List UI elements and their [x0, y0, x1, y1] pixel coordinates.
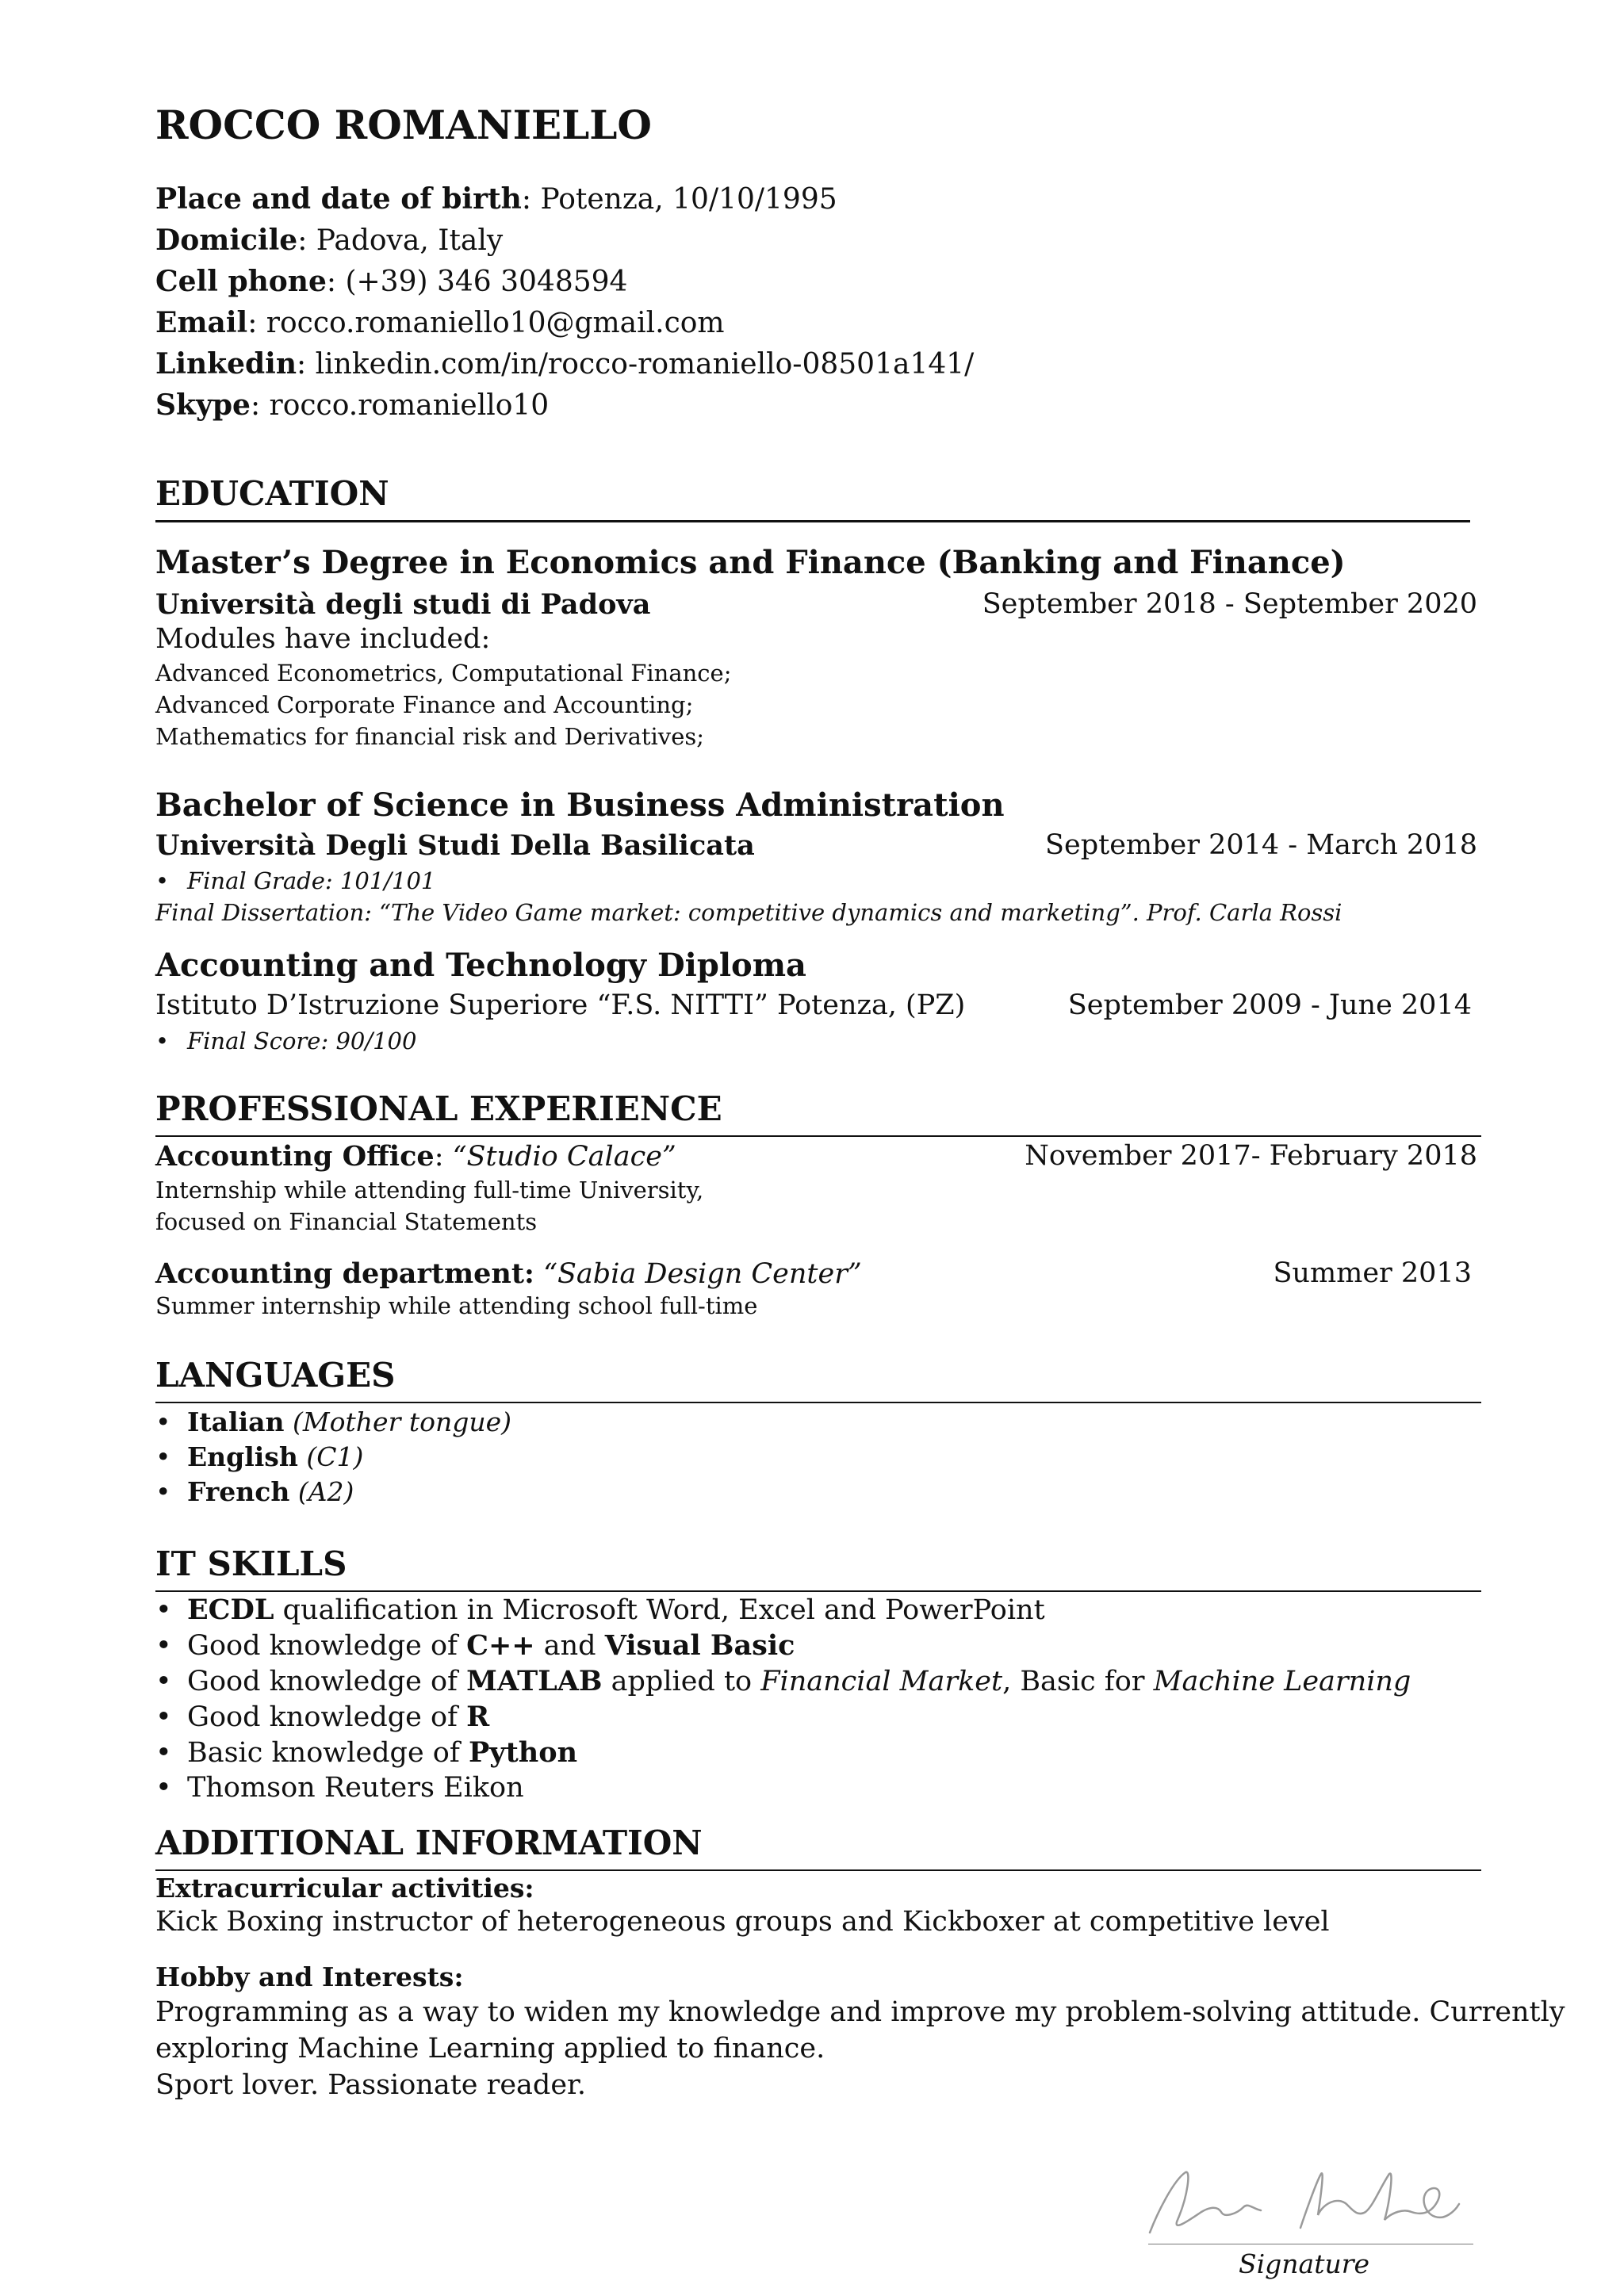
skill-text: qualification in Microsoft Word, Excel and PowerPoint: [274, 1594, 1045, 1626]
hobby-text: Programming as a way to widen my knowledge and improve my problem-solving attitude. Currently: [155, 1996, 1565, 2028]
masters-dates: September 2018 - September 2020: [982, 588, 1477, 620]
info-label: Linkedin: [155, 347, 297, 381]
additional-divider: [155, 1869, 1481, 1871]
education-divider: [155, 520, 1470, 522]
info-email: Email: rocco.romaniello10@gmail.com: [155, 306, 725, 339]
languages-heading: LANGUAGES: [155, 1356, 396, 1395]
bullet: •: [155, 1441, 171, 1472]
language-item: • Italian (Mother tongue): [155, 1406, 512, 1437]
skill-text: Thomson Reuters Eikon: [187, 1772, 524, 1804]
email-link[interactable]: rocco.romaniello10@gmail.com: [266, 307, 725, 339]
bachelor-school: Università Degli Studi Della Basilicata: [155, 829, 755, 862]
info-label: Cell phone: [155, 265, 327, 298]
skill-item: [155, 1772, 524, 1804]
linkedin-link[interactable]: linkedin.com/in/rocco-romaniello-08501a141/: [315, 348, 975, 381]
skill-text: Python: [468, 1736, 578, 1769]
it-skills-heading: IT SKILLS: [155, 1544, 347, 1583]
bullet: •: [155, 1737, 172, 1769]
info-value: Potenza, 10/10/1995: [540, 183, 837, 216]
skill-item: [155, 1594, 1045, 1626]
experience-heading: PROFESSIONAL EXPERIENCE: [155, 1089, 722, 1128]
person-name: ROCCO ROMANIELLO: [155, 101, 652, 148]
info-domicile: Domicile: Padova, Italy: [155, 224, 504, 257]
skill-text: MATLAB: [466, 1665, 603, 1697]
bachelor-grade: • Final Grade: 101/101: [155, 867, 436, 894]
masters-module-item: Mathematics for financial risk and Derivatives;: [155, 723, 705, 750]
signature-label: Signature: [1239, 2248, 1370, 2279]
job-dates: Summer 2013: [1273, 1257, 1472, 1289]
hobby-text: exploring Machine Learning applied to finance.: [155, 2033, 825, 2064]
skill-text: Machine Learning: [1153, 1666, 1411, 1697]
language-item: • English (C1): [155, 1441, 364, 1472]
info-label: Skype: [155, 388, 251, 422]
bachelor-dates: September 2014 - March 2018: [1045, 829, 1477, 861]
hobby-label: Hobby and Interests:: [155, 1961, 464, 1992]
info-skype: Skype: rocco.romaniello10: [155, 388, 550, 422]
job-header: [155, 1257, 862, 1290]
job-dates: November 2017- February 2018: [1025, 1140, 1477, 1172]
experience-divider: [155, 1135, 1481, 1137]
skill-text: ECDL: [187, 1594, 274, 1626]
skill-item: [155, 1629, 795, 1662]
hobby-text: Sport lover. Passionate reader.: [155, 2069, 587, 2101]
bachelor-dissertation: Final Dissertation: “The Video Game market: competitive dynamics and marketing”. Prof. Carla Rossi: [155, 899, 1342, 926]
education-heading: EDUCATION: [155, 474, 389, 513]
skill-item: [155, 1736, 577, 1769]
skill-text: and: [534, 1630, 605, 1662]
diploma-dates: September 2009 - June 2014: [1067, 989, 1472, 1021]
skill-text: C++: [466, 1629, 535, 1662]
diploma-school: Istituto D’Istruzione Superiore “F.S. NITTI” Potenza, (PZ): [155, 989, 966, 1021]
bullet: •: [155, 1476, 171, 1507]
info-value: rocco.romaniello10: [269, 389, 550, 422]
job-employer: “Sabia Design Center”: [543, 1258, 862, 1290]
grade-label: Final Grade: [187, 867, 325, 894]
job-role: Accounting Office: [155, 1140, 435, 1173]
languages-divider: [155, 1402, 1481, 1403]
masters-title: Master’s Degree in Economics and Finance (Banking and Finance): [155, 544, 1346, 581]
signature-scribble: [1142, 2156, 1475, 2244]
bullet: •: [155, 1772, 172, 1804]
extracurricular-label: Extracurricular activities:: [155, 1873, 534, 1904]
bullet: •: [155, 1406, 171, 1437]
info-label: Domicile: [155, 224, 298, 257]
info-birth: Place and date of birth: Potenza, 10/10/1995: [155, 182, 837, 216]
masters-module-item: Advanced Corporate Finance and Accounting;: [155, 691, 694, 718]
job-description: Summer internship while attending school full-time: [155, 1292, 758, 1319]
bullet: •: [155, 1630, 172, 1662]
info-label: Place and date of birth: [155, 182, 522, 216]
skill-text: Financial Market: [760, 1666, 1003, 1697]
bullet: •: [155, 1666, 172, 1697]
info-label: Email: [155, 306, 248, 339]
masters-modules-intro: Modules have included:: [155, 623, 491, 655]
skill-text: Good knowledge of: [187, 1666, 467, 1697]
skill-item: [155, 1701, 489, 1733]
skill-text: , Basic for: [1002, 1666, 1154, 1697]
additional-heading: ADDITIONAL INFORMATION: [155, 1823, 703, 1862]
masters-school: Università degli studi di Padova: [155, 588, 651, 621]
bullet: •: [155, 1027, 170, 1054]
skill-text: Good knowledge of: [187, 1630, 467, 1662]
skill-text: applied to: [602, 1666, 761, 1697]
job-description: Internship while attending full-time University,: [155, 1177, 704, 1203]
info-phone: Cell phone: (+39) 346 3048594: [155, 265, 628, 298]
job-header: Accounting Office: “Studio Calace”: [155, 1140, 676, 1173]
grade-value: 101/101: [339, 867, 436, 894]
skill-text: Visual Basic: [604, 1629, 795, 1662]
info-value: Padova, Italy: [316, 224, 504, 257]
skill-text: Basic knowledge of: [187, 1737, 469, 1769]
skill-text: R: [466, 1701, 490, 1733]
info-linkedin: Linkedin: linkedin.com/in/rocco-romaniello-08501a141/: [155, 347, 975, 381]
diploma-title: Accounting and Technology Diploma: [155, 947, 806, 984]
it-skills-divider: [155, 1590, 1481, 1592]
extracurricular-text: Kick Boxing instructor of heterogeneous groups and Kickboxer at competitive level: [155, 1906, 1330, 1938]
diploma-score: • Final Score: 90/100: [155, 1027, 417, 1054]
bachelor-title: Bachelor of Science in Business Administration: [155, 786, 1005, 824]
job-description: focused on Financial Statements: [155, 1208, 538, 1235]
info-value: (+39) 346 3048594: [345, 266, 628, 298]
job-employer: “Studio Calace”: [452, 1141, 676, 1173]
bullet: •: [155, 1701, 172, 1733]
language-item: • French (A2): [155, 1476, 354, 1507]
bullet: •: [155, 1594, 172, 1626]
job-role: Accounting department:: [155, 1257, 534, 1290]
bullet: •: [155, 867, 170, 894]
masters-module-item: Advanced Econometrics, Computational Finance;: [155, 660, 732, 687]
skill-text: Good knowledge of: [187, 1701, 467, 1733]
skill-item: [155, 1665, 1411, 1697]
